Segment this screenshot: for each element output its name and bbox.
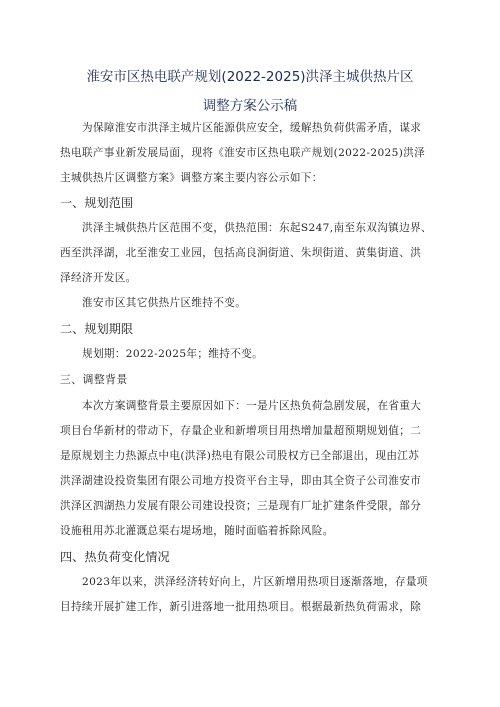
section-heading-heat-load: 四、热负荷变化情况 [60, 550, 170, 564]
heat-load-line-2: 目持续开展扩建工作，新引进落地一批用热项目。根据最新热负荷需求，除 [60, 601, 422, 613]
background-line-2: 项目台华新材的带动下，存量企业和新增项目用热增加量超预期规划值；二 [60, 425, 422, 437]
document-subtitle: 调整方案公示稿 [202, 98, 298, 114]
scope-line-2: 西至洪泽湖，北至淮安工业园，包括高良涧街道、朱坝街道、黄集街道、洪 [60, 247, 422, 259]
scope-line-3: 泽经济开发区。 [60, 272, 137, 284]
intro-line-2: 热电联产事业新发展局面，现将《淮安市区热电联产规划(2022-2025)洪泽 [60, 147, 426, 159]
section-heading-background: 三、调整背景 [60, 373, 128, 386]
scope-line-1: 洪泽主城供热片区范围不变，供热范围：东起S247,南至东双沟镇边界、 [82, 222, 432, 234]
scope-line-4: 淮安市区其它供热片区维持不变。 [82, 297, 247, 309]
section-heading-period: 二、规划期限 [60, 322, 134, 336]
background-line-6: 设施租用苏北灌溉总渠右堤场地，随时面临着拆除风险。 [60, 525, 334, 537]
heat-load-line-1: 2023年以来，洪泽经济转好向上，片区新增用热项目逐渐落地，存量项 [82, 576, 428, 588]
background-line-1: 本次方案调整背景主要原因如下：一是片区热负荷急剧发展，在省重大 [82, 400, 422, 412]
section-heading-scope: 一、规划范围 [60, 196, 134, 210]
background-line-3: 是原规划主力热源点中电(洪泽)热电有限公司股权方已全部退出，现由江苏 [60, 450, 420, 462]
intro-line-1: 为保障淮安市洪泽主城片区能源供应安全，缓解热负荷供需矛盾，谋求 [82, 122, 422, 134]
intro-line-3: 主城供热片区调整方案》调整方案主要内容公示如下： [60, 172, 323, 184]
document-title: 淮安市区热电联产规划(2022-2025)洪泽主城供热片区 [86, 69, 414, 85]
background-line-4: 洪泽湖建设投资集团有限公司地方投资平台主导，即由其全资子公司淮安市 [60, 475, 422, 487]
period-line-1: 规划期：2022-2025年；维持不变。 [82, 348, 264, 360]
background-line-5: 洪泽区泗湖热力发展有限公司建设投资；三是现有厂址扩建条件受限，部分 [60, 500, 422, 512]
